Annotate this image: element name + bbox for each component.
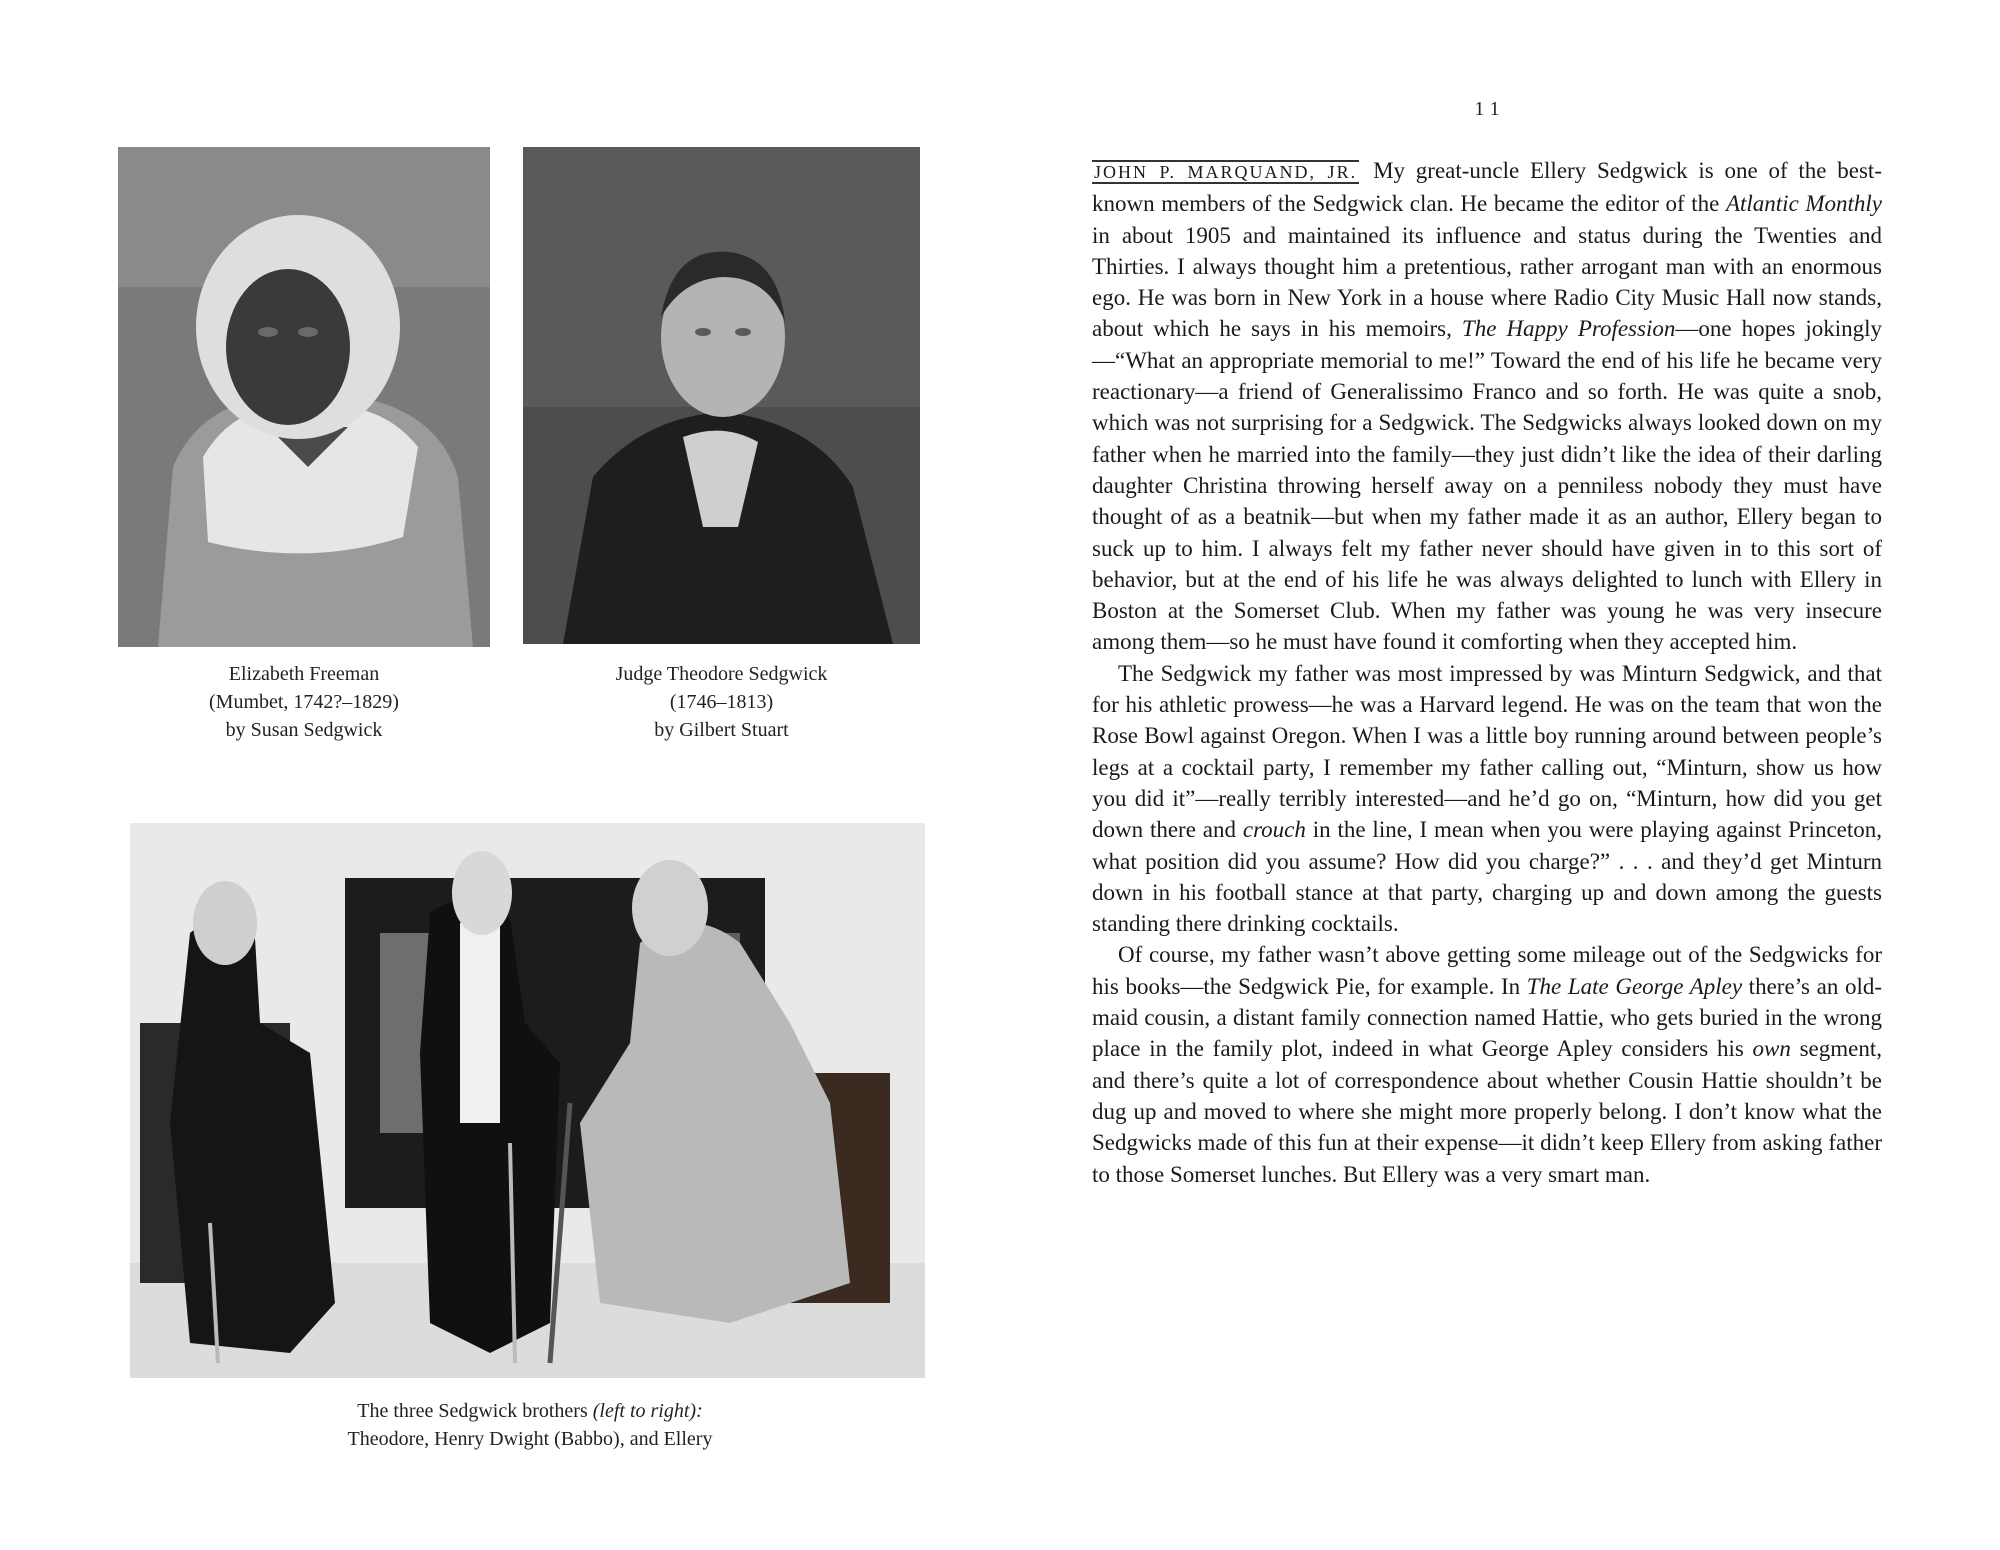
italic-run: own	[1752, 1036, 1791, 1062]
text-run: Of course, my father wasn’t above getting some mileage out of the Sedgwicks for his books—the Sedgwick Pie, for example. In	[1092, 942, 1882, 999]
caption-judge-theodore-sedgwick	[523, 660, 920, 744]
portrait-judge-theodore-sedgwick	[523, 147, 920, 644]
caption-line: by Susan Sedgwick	[225, 719, 383, 741]
text-run: segment, and there’s quite a lot of correspondence about whether Cousin Hattie shouldn’t be dug up and moved to where she might more properly belong. I don’t know what the Sedgwicks made of this fun at their expense—it didn’t keep Ellery from asking father to those Somerset lunches. But Ellery was a very smart man.	[1092, 1036, 1882, 1187]
page-number: 11	[1474, 98, 1506, 120]
italic-run: crouch	[1242, 817, 1306, 843]
caption-line: Theodore, Henry Dwight (Babbo), and Ellery	[347, 1428, 713, 1450]
caption-text: The three Sedgwick brothers	[357, 1400, 593, 1422]
caption-line: Judge Theodore Sedgwick	[615, 663, 828, 685]
caption-line	[240, 1397, 820, 1425]
portrait-elizabeth-freeman	[118, 147, 490, 647]
portrait-woman-image	[118, 147, 490, 647]
caption-line: by Gilbert Stuart	[654, 719, 789, 741]
text-run: in the line, I mean when you were playing against Princeton, what position did you assume? How did you charge?” . . . and they’d get Minturn down in his football stance at that party, charging up and down among the guests standing there drinking cocktails.	[1092, 817, 1882, 937]
caption-elizabeth-freeman	[118, 660, 490, 744]
caption-line: (Mumbet, 1742?–1829)	[209, 691, 399, 713]
text-run: in about 1905 and maintained its influence and status during the Twenties and Thirties. I always thought him a pretentious, rather arrogant man with an enormous ego. He was born in New York in a house where Radio City Music Hall now stands, about which he says in his memoirs,	[1092, 222, 1882, 342]
italic-run: The Happy Profession	[1461, 316, 1676, 342]
caption-line: Elizabeth Freeman	[228, 663, 380, 685]
text-run: My great-uncle Ellery Sedgwick is one of the best-known members of the Sedgwick clan. He became the editor of the	[1092, 158, 1882, 217]
italic-run: The Late George Apley	[1526, 973, 1743, 999]
caption-line: (1746–1813)	[669, 691, 774, 713]
text-run: The Sedgwick my father was most impressed by was Minturn Sedgwick, and that for his athletic prowess—he was a Harvard legend. He was on the team that won the Rose Bowl against Oregon. When I was a little boy running around between people’s legs at a cocktail party, I remember my father calling out, “Minturn, show us how you did it”—really terribly interested—and he’d go on, “Minturn, how did you get down there and	[1092, 660, 1882, 843]
paragraph	[1092, 658, 1882, 940]
caption-sedgwick-brothers	[240, 1397, 820, 1453]
text-run: —one hopes jokingly—“What an appropriate memorial to me!” Toward the end of his life he became very reactionary—a friend of Generalissimo Franco and so forth. He was quite a snob, which was not surprising for a Sedgwick. The Sedgwicks always looked down on my father when he married into the family—they just didn’t like the idea of their darling daughter Christina throwing herself away on a penniless nobody they must have thought of as a beatnik—but when my father made it as an author, Ellery began to suck up to him. I always felt my father never should have given in to this sort of behavior, but at the end of his life he was always delighted to lunch with Ellery in Boston at the Somerset Club. When my father was young he was very insecure among them—so he must have found it comforting when they accepted him.	[1092, 316, 1882, 655]
italic-run: Atlantic Monthly	[1725, 191, 1882, 217]
three-men-image	[130, 823, 925, 1378]
portrait-man-image	[523, 147, 920, 644]
text-run: there’s an old-maid cousin, a distant family connection named Hattie, who gets buried in the wrong place in the family plot, indeed in what George Apley considers his	[1092, 973, 1882, 1062]
paragraph-body	[1092, 158, 1882, 654]
paragraph	[1092, 155, 1882, 658]
group-photo-sedgwick-brothers	[130, 823, 925, 1378]
caption-italic: (left to right):	[592, 1400, 703, 1422]
interview-text	[1092, 155, 1882, 1190]
paragraph	[1092, 939, 1882, 1189]
speaker-name: JOHN P. MARQUAND, JR.	[1094, 162, 1358, 182]
